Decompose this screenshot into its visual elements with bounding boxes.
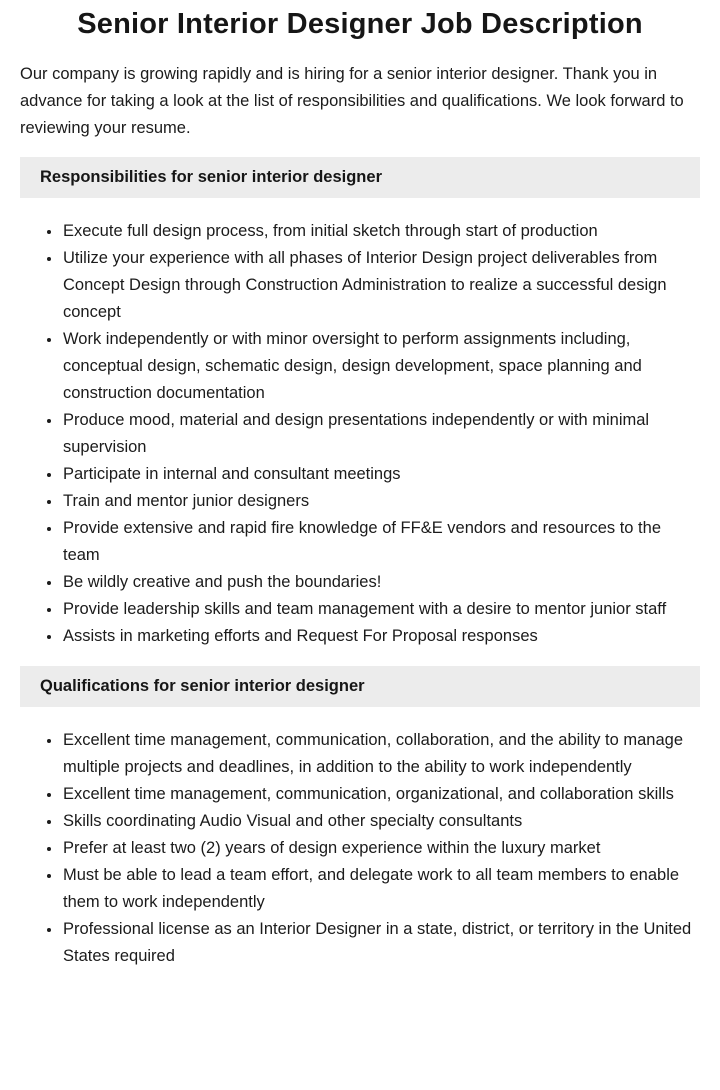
list-item: • Train and mentor junior designers [62,488,700,515]
list-item: • Participate in internal and consultant meetings [62,461,700,488]
job-description-page [0,7,720,1000]
list-item: • Work independently or with minor oversight to perform assignments including, conceptual design, schematic design, design development, space planning and construction documentation [62,326,700,407]
list-item: • Be wildly creative and push the boundaries! [62,569,700,596]
list-item: • Must be able to lead a team effort, and delegate work to all team members to enable them to work independently [62,862,700,916]
qualifications-list [20,727,700,970]
list-item: • Skills coordinating Audio Visual and other specialty consultants [62,808,700,835]
list-item: • Execute full design process, from initial sketch through start of production [62,218,700,245]
list-item: • Excellent time management, communication, collaboration, and the ability to manage multiple projects and deadlines, in addition to the ability to work independently [62,727,700,781]
responsibilities-section [20,157,700,650]
list-item: • Produce mood, material and design presentations independently or with minimal supervision [62,407,700,461]
list-item: • Provide extensive and rapid fire knowledge of FF&E vendors and resources to the team [62,515,700,569]
list-item: • Assists in marketing efforts and Request For Proposal responses [62,623,700,650]
qualifications-section [20,666,700,970]
list-item: • Prefer at least two (2) years of design experience within the luxury market [62,835,700,862]
section-heading-qualifications: Qualifications for senior interior designer [20,666,700,707]
intro-paragraph: Our company is growing rapidly and is hiring for a senior interior designer. Thank you in advance for taking a look at the list of responsibilities and qualifications. We look forward to reviewing your resume. [20,65,684,137]
page-title: Senior Interior Designer Job Description [77,8,643,40]
list-item: • Utilize your experience with all phases of Interior Design project deliverables from Concept Design through Construction Administration to realize a successful design concept [62,245,700,326]
list-item: • Provide leadership skills and team management with a desire to mentor junior staff [62,596,700,623]
section-heading-responsibilities: Responsibilities for senior interior designer [20,157,700,198]
list-item: • Professional license as an Interior Designer in a state, district, or territory in the United States required [62,916,700,970]
responsibilities-list [20,218,700,650]
list-item: • Excellent time management, communication, organizational, and collaboration skills [62,781,700,808]
